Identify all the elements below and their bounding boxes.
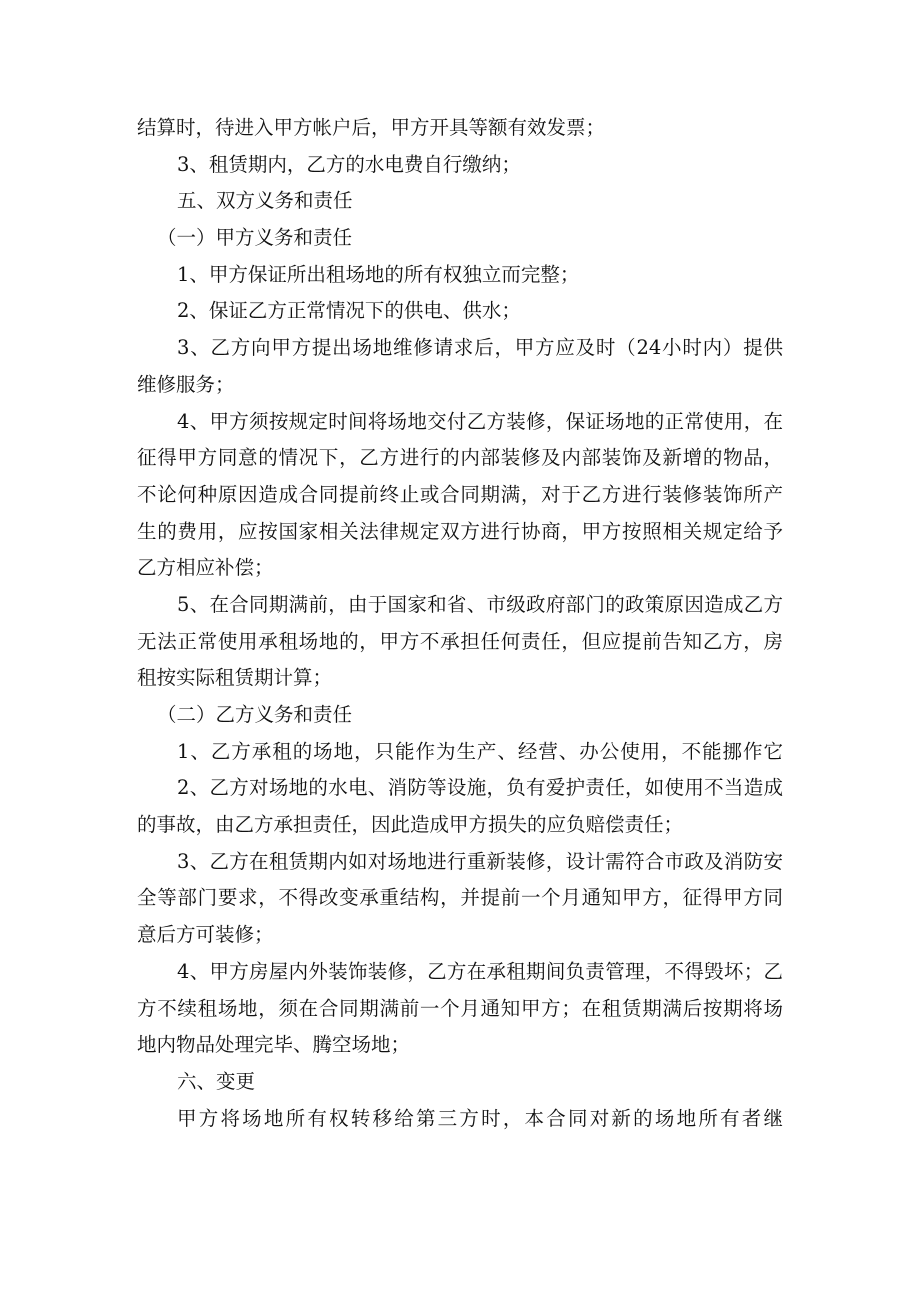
subsection-heading: （一）甲方义务和责任 (157, 226, 353, 250)
paragraph-line: 维修服务； (137, 372, 235, 396)
paragraph-line: 的事故，由乙方承担责任，因此造成甲方损失的应负赔偿责任； (137, 813, 684, 837)
section-heading: 六、变更 (177, 1069, 256, 1093)
paragraph-line: 4、甲方须按规定时间将场地交付乙方装修，保证场地的正常使用，在 (177, 409, 783, 433)
paragraph-line: 3、乙方在租赁期内如对场地进行重新装修，设计需符合市政及消防安 (177, 849, 783, 873)
paragraph-line: 4、甲方房屋内外装饰装修，乙方在承租期间负责管理，不得毁坏；乙 (177, 959, 783, 983)
paragraph-line: 乙方相应补偿； (137, 556, 274, 580)
paragraph-line: 生的费用，应按国家相关法律规定双方进行协商，甲方按照相关规定给予 (137, 519, 783, 543)
paragraph-line: 方不续租场地，须在合同期满前一个月通知甲方；在租赁期满后按期将场 (137, 996, 783, 1020)
paragraph-line: 1、甲方保证所出租场地的所有权独立而完整； (177, 262, 580, 286)
section-heading: 五、双方义务和责任 (177, 189, 353, 213)
paragraph-line: 不论何种原因造成合同提前终止或合同期满，对于乙方进行装修装饰所产 (137, 482, 783, 506)
document-page (137, 110, 783, 1137)
paragraph-line: 意后方可装修； (137, 923, 274, 947)
subsection-heading: （二）乙方义务和责任 (157, 703, 353, 726)
paragraph-line: 2、保证乙方正常情况下的供电、供水； (177, 299, 521, 323)
paragraph-line: 租按实际租赁期计算； (137, 666, 333, 690)
paragraph-line: 3、乙方向甲方提出场地维修请求后，甲方应及时（24小时内）提供 (177, 336, 783, 360)
paragraph-line: 5、在合同期满前，由于国家和省、市级政府部门的政策原因造成乙方 (177, 592, 783, 616)
paragraph-line: 结算时，待进入甲方帐户后，甲方开具等额有效发票； (137, 116, 606, 139)
paragraph-line: 无法正常使用承租场地的，甲方不承担任何责任，但应提前告知乙方，房 (137, 629, 783, 653)
paragraph-line: 地内物品处理完毕、腾空场地； (137, 1033, 411, 1057)
paragraph-line: 3、租赁期内，乙方的水电费自行缴纳； (177, 152, 521, 176)
paragraph-line: 1、乙方承租的场地，只能作为生产、经营、办公使用，不能挪作它 (177, 739, 783, 763)
paragraph-line: 征得甲方同意的情况下，乙方进行的内部装修及内部装饰及新增的物品， (137, 446, 783, 470)
paragraph-line: 全等部门要求，不得改变承重结构，并提前一个月通知甲方，征得甲方同 (137, 886, 783, 910)
paragraph-line: 2、乙方对场地的水电、消防等设施，负有爱护责任，如使用不当造成 (177, 776, 783, 800)
paragraph-line: 甲方将场地所有权转移给第三方时，本合同对新的场地所有者继 (177, 1106, 783, 1130)
